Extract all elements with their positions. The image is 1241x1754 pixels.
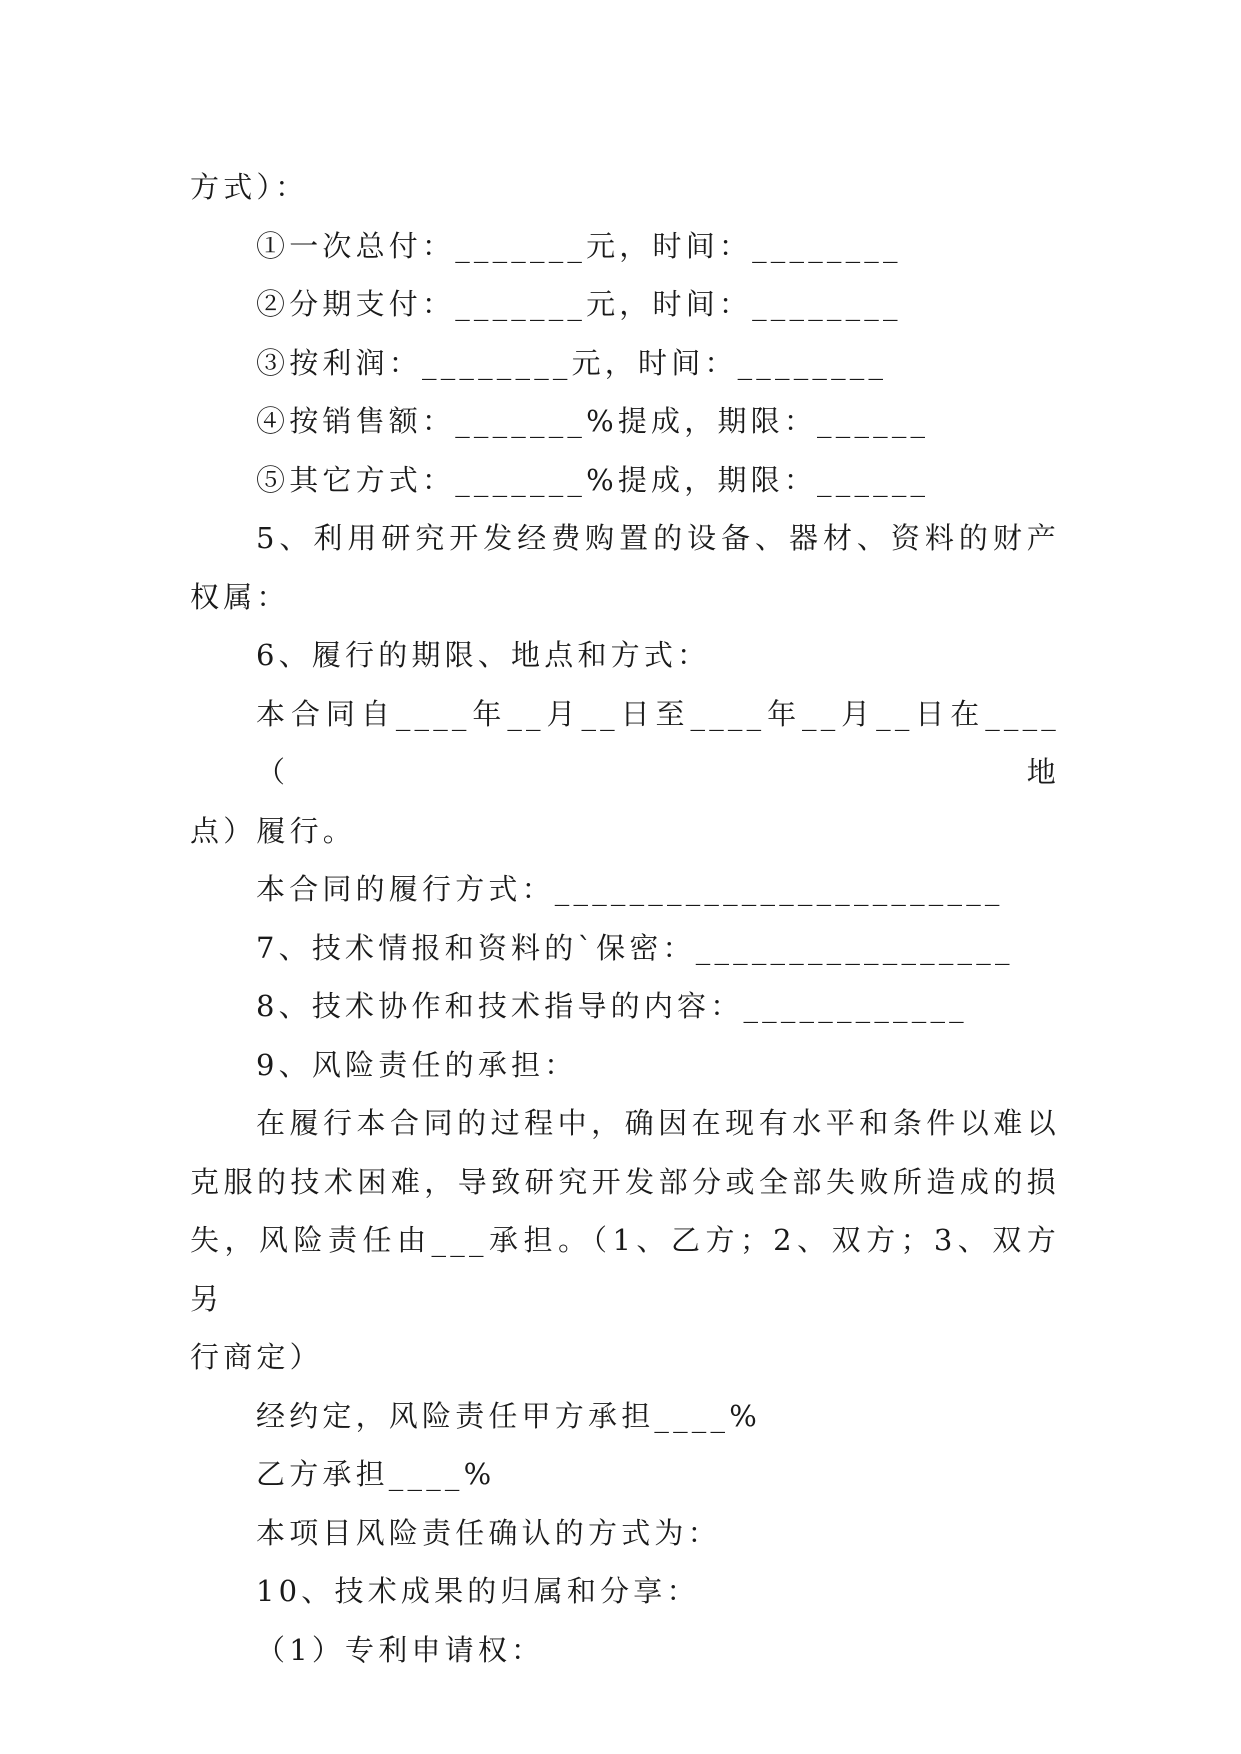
risk-paragraph-line-3: 失，风险责任由___承担。（1、乙方；2、双方；3、双方另: [190, 1223, 1060, 1316]
payment-option-other: ⑤其它方式：_______%提成，期限：______: [256, 462, 930, 497]
risk-paragraph-line-1: 在履行本合同的过程中，确因在现有水平和条件以难以: [256, 1106, 1060, 1140]
clause-5-heading: 5、利用研究开发经费购置的设备、器材、资料的财产: [256, 521, 1060, 555]
clause-8-heading: 8、技术协作和技术指导的内容：____________: [256, 989, 968, 1023]
performance-method-line: 本合同的履行方式：________________________: [256, 872, 1004, 906]
clause-9-heading: 9、风险责任的承担：: [256, 1047, 578, 1082]
document-page: [190, 158, 1060, 1679]
clause-10-heading: 10、技术成果的归属和分享：: [256, 1574, 700, 1608]
contract-period-line: 本合同自____年__月__日至____年__月__日在____（地: [256, 696, 1060, 789]
clause-7-heading: 7、技术情报和资料的`保密：_________________: [256, 930, 1014, 965]
patent-application-right: （1）专利申请权：: [256, 1632, 545, 1667]
payment-option-profit: ③按利润：________元，时间：________: [256, 345, 888, 380]
contract-period-continuation: 点）履行。: [190, 813, 357, 848]
risk-confirmation-method: 本项目风险责任确认的方式为：: [256, 1515, 721, 1550]
risk-paragraph-line-4: 行商定）: [190, 1340, 323, 1374]
payment-option-lump-sum: ①一次总付：_______元，时间：________: [256, 228, 902, 263]
clause-6-heading: 6、履行的期限、地点和方式：: [256, 638, 711, 672]
clause-5-continuation: 权属：: [190, 579, 290, 614]
risk-share-party-b: 乙方承担____%: [256, 1457, 496, 1491]
risk-share-party-a: 经约定，风险责任甲方承担____%: [256, 1398, 761, 1433]
payment-option-installment: ②分期支付：_______元，时间：________: [256, 287, 902, 321]
payment-option-sales: ④按销售额：_______%提成，期限：______: [256, 404, 930, 438]
risk-paragraph-line-2: 克服的技术困难，导致研究开发部分或全部失败所造成的损: [190, 1164, 1060, 1199]
text-line: 方式）：: [190, 170, 309, 204]
